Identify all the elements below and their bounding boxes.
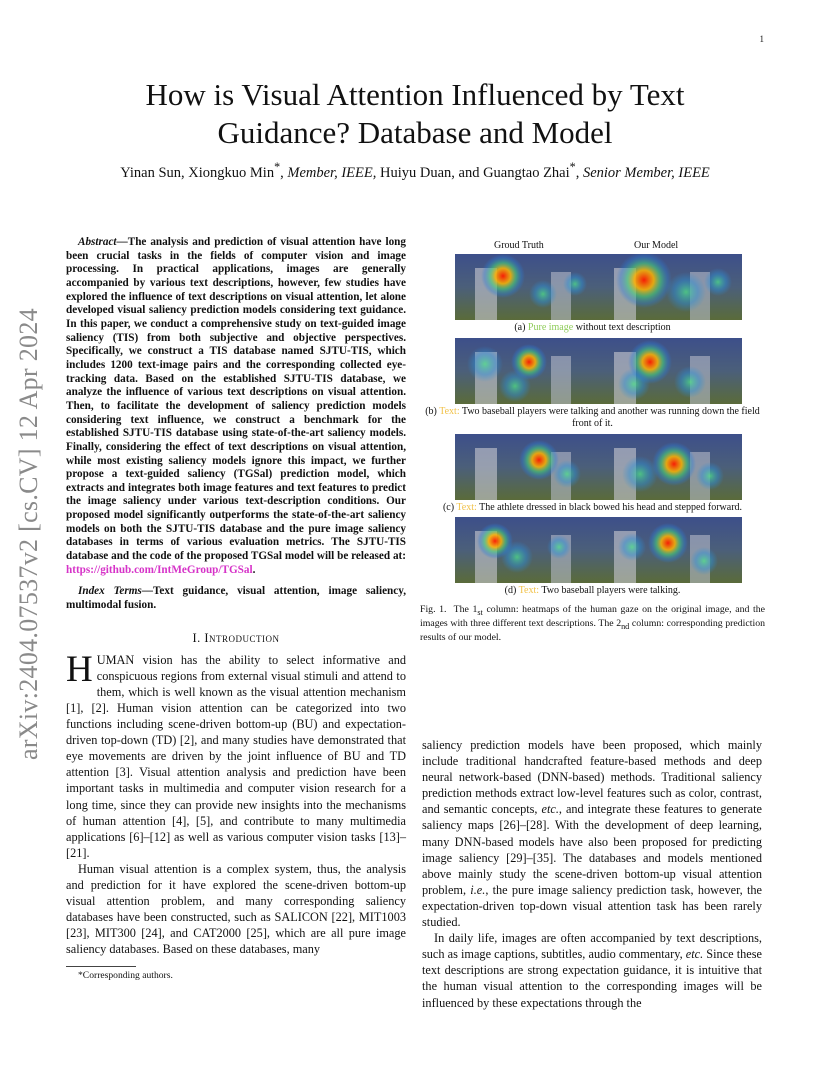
abstract <box>66 236 406 577</box>
right-p2-b: Since these text descriptions are strong expectation guidance, it is intuitive that the human visual attention to the corresponding images will be influenced by these expectations through the <box>422 947 762 1010</box>
heatmap-model-c <box>594 434 742 500</box>
index-terms <box>66 585 406 612</box>
subcap-b-pre: (b) <box>425 405 440 417</box>
author-names-1: Yinan Sun, Xiongkuo Min <box>120 164 275 181</box>
figure-1 <box>420 238 765 644</box>
heatmap-ground-truth-b <box>455 338 603 404</box>
right-column <box>422 737 762 1011</box>
subcap-a-post: without text description <box>573 322 671 333</box>
subcap-d-pre: (d) <box>504 585 519 596</box>
subcaption-b <box>420 406 765 431</box>
heatmap-model-b <box>594 338 742 404</box>
intro-paragraph-2: Human visual attention is a complex system, thus, the analysis and prediction for it have explored the scene-driven bottom-up visual attention problem, and many corresponding saliency databases have been constructed, such as SALICON [22], MIT1003 [23], MIT300 [24], and CAT2000 [25], which are all pure image saliency databases. Based on these databases, many <box>66 861 406 957</box>
subcap-a-pre: (a) <box>514 322 528 333</box>
figure-row-a <box>420 254 765 320</box>
subcap-b-post: Two baseball players were talking and another was running down the field front of it. <box>459 405 760 429</box>
figure-caption-part-c: column: corresponding prediction results of our model. <box>420 617 765 644</box>
col-ground-truth-label: Groud Truth <box>494 240 544 251</box>
subcap-d-post: Two baseball players were talking. <box>539 585 681 596</box>
right-p1-etc: etc. <box>541 802 559 817</box>
subcaption-a <box>420 322 765 335</box>
right-p2-etc: etc. <box>685 947 704 962</box>
figure-row-c <box>420 434 765 500</box>
intro-p1-text: UMAN vision has the ability to select informative and conspicuous regions from external visual stimuli and attend to them, which is well known as the visual attention mechanism [1], [2]. Human vision attention can be categorized into two functions including scene-driven bottom-up (BU) and expectation-driven top-down (TD) [2], and many studies have demonstrated that eye movements are driven by the joint influence of BU and TD attention [3]. Visual attention analysis and prediction have been important tasks in multimedia and computer vision research for a long time, since they can provide new insights into the mechanisms of human attention [4], [5], and contribute to many multimedia applications [6]–[12] as well as various computer vision tasks [13]–[21]. <box>66 652 406 860</box>
figure-caption-part-a: The 1 <box>453 603 478 615</box>
subcap-c-highlight: Text: <box>456 501 477 513</box>
figure-caption-label: Fig. 1. <box>420 603 447 615</box>
subcaption-c <box>420 502 765 515</box>
heatmap-ground-truth-a <box>455 254 603 320</box>
figure-row-d <box>420 517 765 583</box>
index-terms-label: Index Terms <box>78 585 142 598</box>
section-title: Introduction <box>204 630 280 645</box>
right-paragraph-1 <box>422 737 762 930</box>
author-role-2: Senior Member, IEEE <box>582 164 710 181</box>
paper-title: How is Visual Attention Influenced by Text Guidance? Database and Model <box>145 77 685 150</box>
dropcap: H <box>66 648 93 690</box>
section-number: I. <box>192 630 201 645</box>
footnote: *Corresponding authors. <box>78 969 173 981</box>
subcap-c-post: The athlete dressed in black bowed his head and stepped forward. <box>476 501 743 513</box>
figure-header <box>420 238 765 254</box>
author-role-1: Member, IEEE, <box>287 164 377 181</box>
author-names-2: Huiyu Duan, and Guangtao Zhai <box>376 164 570 181</box>
intro-paragraph-1 <box>66 648 406 861</box>
right-paragraph-2 <box>422 930 762 1010</box>
section-heading <box>66 631 406 646</box>
abstract-label: Abstract <box>78 236 117 248</box>
right-p1-c: , the pure image saliency prediction task, however, the expectation-driven top-down visual attention task has been rarely studied. <box>422 882 762 930</box>
right-p2-a: In daily life, images are often accompanied by text descriptions, such as image captions, subtitles, audio commentary, <box>422 931 762 962</box>
heatmap-model-d <box>594 517 742 583</box>
figure-caption-part-b: column: heatmaps of the human gaze on the original image, and the images with three different text descriptions. The 2 <box>420 603 765 629</box>
figure-caption-sub-nd: nd <box>621 621 630 631</box>
corresponding-mark: * <box>274 160 281 174</box>
corresponding-mark-2: * <box>569 160 576 174</box>
col-our-model-label: Our Model <box>634 240 679 251</box>
author-sep: , <box>280 164 288 181</box>
subcap-b-highlight: Text: <box>439 405 460 417</box>
heatmap-ground-truth-c <box>455 434 603 500</box>
abstract-end: . <box>252 563 256 576</box>
right-p1-ie: i.e. <box>470 882 486 897</box>
right-p1-a: saliency prediction models have been proposed, which mainly include traditional handcrafted feature-based methods and deep neural network-based (DNN-based) methods. Traditional saliency prediction methods extract low-level features such as color, contrast, and semantic concepts, <box>422 738 762 817</box>
author-list: Yinan Sun, Xiongkuo Min*, Member, IEEE, Huiyu Duan, and Guangtao Zhai*, Senior Member, IEEE <box>120 160 710 181</box>
index-terms-text: —Text guidance, visual attention, image saliency, multimodal fusion. <box>66 585 406 612</box>
figure-row-b <box>420 338 765 404</box>
figure-caption-sub-st: st <box>477 607 483 617</box>
footnote-divider <box>66 966 136 967</box>
heatmap-model-a <box>594 254 742 320</box>
heatmap-ground-truth-d <box>455 517 603 583</box>
page-number: 1 <box>759 34 764 44</box>
subcap-a-highlight: Pure image <box>527 322 574 333</box>
right-p1-b: , and integrate these features to generate saliency maps [26]–[28]. With the development of deep learning, many DNN-based models have also been proposed for predicting image saliency [29]–[35]. The databases and models mentioned above mainly study the scene-driven bottom-up visual attention problem, <box>422 802 762 897</box>
repo-link[interactable]: https://github.com/IntMeGroup/TGSal <box>66 563 253 576</box>
subcaption-d <box>420 585 765 598</box>
abstract-text: —The analysis and prediction of visual attention have long been crucial tasks in the fields of computer vision and image processing. In practical applications, images are generally accompanied by various text descriptions, however, few studies have explored the influence of text descriptions on visual attention, let alone developed visual saliency prediction models considering text guidance. In this paper, we conduct a comprehensive study on text-guided image saliency (TIS) from both subjective and objective perspectives. Specifically, we construct a TIS database named SJTU-TIS, which includes 1200 text-image pairs and the corresponding collected eye-tracking data. Based on the established SJTU-TIS database, we analyze the influence of various text descriptions on visual attention. Then, to facilitate the development of saliency prediction models considering text influence, we construct a benchmark for the established SJTU-TIS database using state-of-the-art saliency models. Finally, considering the effect of text descriptions on visual attention, while most existing saliency models ignore this impact, we further propose a text-guided saliency (TGSal) prediction model, which extracts and integrates both image features and text features to predict the image saliency under various text-description conditions. Our proposed model significantly outperforms the state-of-the-art saliency models on both the SJTU-TIS database and the pure image saliency databases in terms of various evaluation metrics. The SJTU-TIS database and the code of the proposed TGSal model will be released at: <box>66 236 406 563</box>
arxiv-stamp: arXiv:2404.07537v2 [cs.CV] 12 Apr 2024 <box>14 308 43 760</box>
subcap-c-pre: (c) <box>442 501 457 513</box>
left-column <box>66 236 406 981</box>
subcap-d-highlight: Text: <box>518 585 540 596</box>
figure-caption <box>420 604 765 644</box>
